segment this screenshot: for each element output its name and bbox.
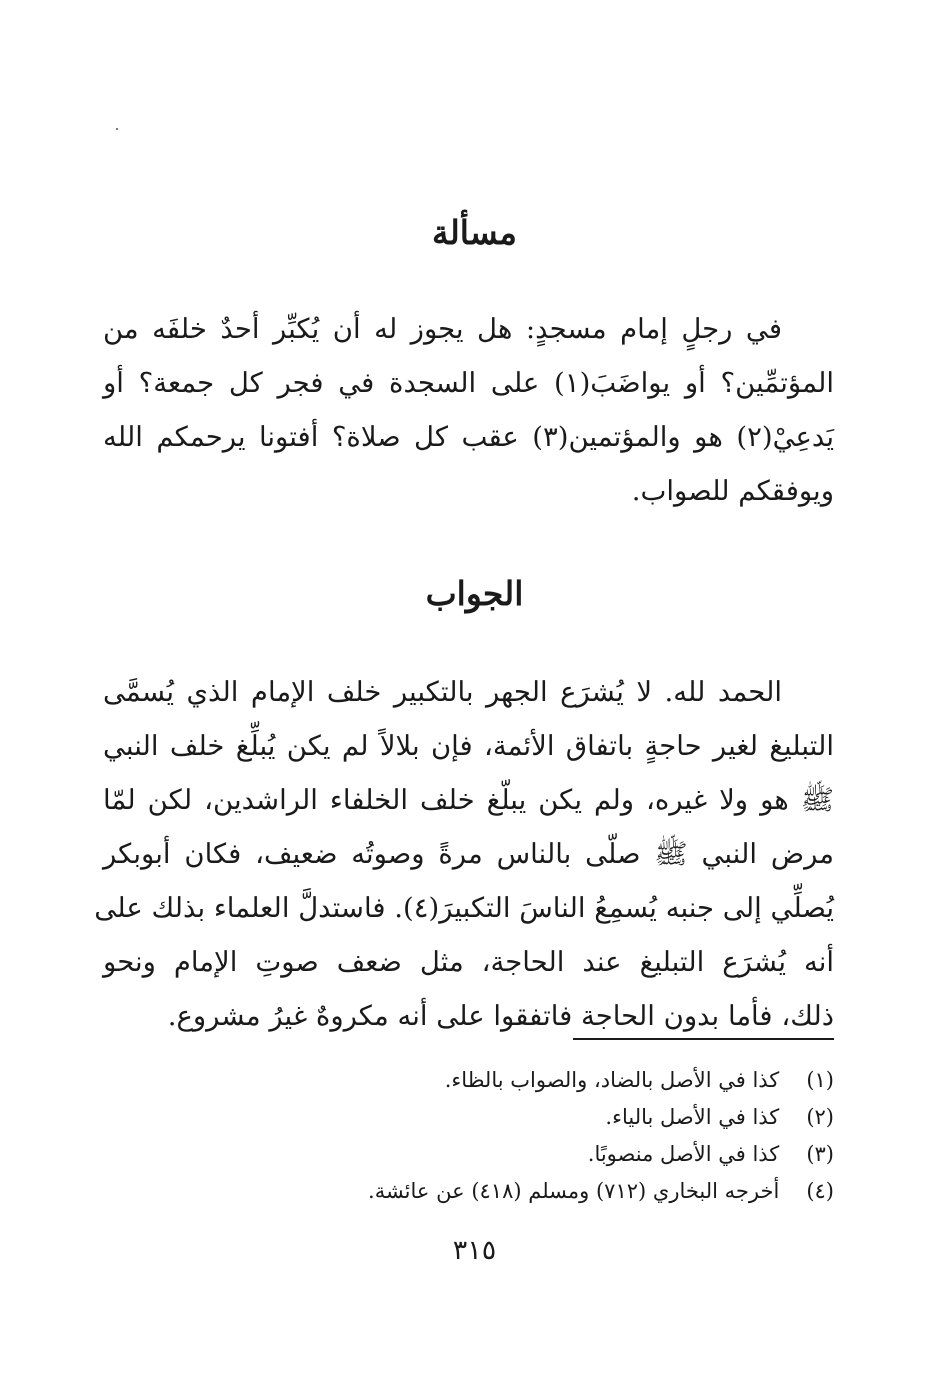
footnote <box>200 1136 834 1173</box>
question-heading: مسألة <box>432 213 517 252</box>
answer-line: الحمد لله. لا يُشرَع الجهر بالتكبير خلف الإمام الذي يُسمَّى <box>103 676 782 708</box>
answer-paragraph <box>94 665 834 1043</box>
footnote-number: (١) <box>806 1068 834 1092</box>
footnote-number: (٤) <box>806 1179 834 1203</box>
answer-line: ﷺ هو ولا غيره، ولم يكن يبلّغ خلف الخلفاء الراشدين، لكن لمّا <box>103 784 834 816</box>
answer-line: التبليغ لغير حاجةٍ باتفاق الأئمة، فإن بلالاً لم يكن يُبلِّغ خلف النبي <box>103 730 834 762</box>
answer-line: يُصلِّي إلى جنبه يُسمِعُ الناسَ التكبيرَ(٤). فاستدلَّ العلماء بذلك على <box>94 892 834 924</box>
answer-line: مرض النبي ﷺ صلّى بالناس مرةً وصوتُه ضعيف، فكان أبوبكر <box>103 838 834 870</box>
footnotes <box>200 1062 834 1210</box>
question-line: يَدعِيْ(٢) هو والمؤتمين(٣) عقب كل صلاة؟ أفتونا يرحمكم الله <box>103 421 835 453</box>
footnote-text: كذا في الأصل منصوبًا. <box>587 1142 780 1166</box>
answer-heading: الجواب <box>425 574 524 613</box>
footnote <box>200 1099 834 1136</box>
answer-line: ذلك، فأما بدون الحاجة فاتفقوا على أنه مكروهٌ غيرُ مشروع. <box>167 1000 834 1032</box>
footnote-number: (٣) <box>806 1142 834 1166</box>
footnote-text: أخرجه البخاري (٧١٢) ومسلم (٤١٨) عن عائشة. <box>368 1179 780 1203</box>
footnote-separator <box>573 1038 834 1040</box>
footnote-text: كذا في الأصل بالضاد، والصواب بالظاء. <box>444 1068 780 1092</box>
page-number: ٣١٥ <box>452 1235 497 1266</box>
footnote <box>200 1062 834 1099</box>
footnote-text: كذا في الأصل بالياء. <box>605 1105 780 1129</box>
footnote <box>200 1173 834 1210</box>
footnote-number: (٢) <box>806 1105 834 1129</box>
question-line: في رجلٍ إمام مسجدٍ: هل يجوز له أن يُكبِّر أحدٌ خلفَه من <box>103 313 782 345</box>
scan-speck <box>116 128 118 130</box>
question-line: المؤتمِّين؟ أو يواضَبَ(١) على السجدة في فجر كل جمعة؟ أو <box>103 367 834 399</box>
question-line: ويوفقكم للصواب. <box>631 475 834 507</box>
answer-line: أنه يُشرَع التبليغ عند الحاجة، مثل ضعف صوتِ الإمام ونحو <box>103 946 834 978</box>
question-paragraph <box>103 302 834 518</box>
